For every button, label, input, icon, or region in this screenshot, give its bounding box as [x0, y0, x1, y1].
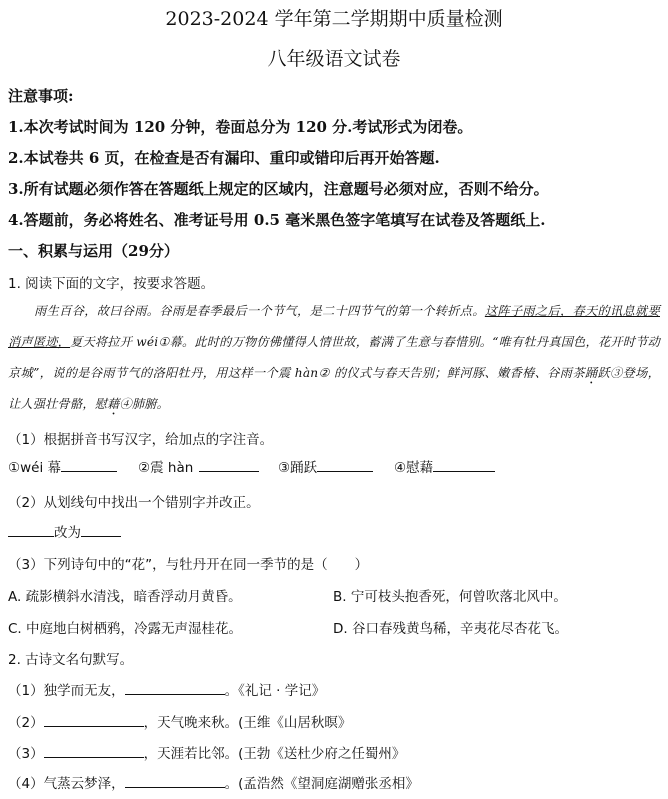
recite-blank-1[interactable]: [125, 680, 225, 695]
notice-item-2: 2.本试卷共 6 页，在检查是否有漏印、重印或错印后再开始答题.: [8, 149, 440, 167]
recite-line-3: （3） ，天涯若比邻。(王勃《送杜少府之任蜀州》: [8, 742, 405, 762]
wrong-char-blank[interactable]: [8, 522, 54, 537]
notice-item-3: 3.所有试题必须作答在答题纸上规定的区域内，注意题号必须对应，否则不给分。: [8, 180, 549, 198]
passage-part-4: ④肺腑。: [119, 397, 170, 411]
recite-line-1: （1）独学而无友， 。《礼记 · 学记》: [8, 679, 325, 699]
notice-item-1: 1.本次考试时间为 120 分钟，卷面总分为 120 分.考试形式为闭卷。: [8, 118, 473, 136]
recite-blank-2[interactable]: [44, 712, 144, 727]
recite-blank-4[interactable]: [125, 773, 225, 788]
option-c[interactable]: C. 中庭地白树栖鸦，冷露无声湿桂花。: [8, 621, 243, 637]
exam-title: 2023-2024 学年第二学期期中质量检测: [165, 8, 503, 30]
passage-part-3: 跃③登场，让人强壮骨骼，慰: [8, 366, 660, 411]
answer-blank-1[interactable]: [61, 457, 117, 472]
pinyin-item-4: ④慰藉: [394, 456, 495, 476]
recite-line-2: （2） ，天气晚来秋。(王维《山居秋暝》: [8, 711, 351, 731]
passage-part-1: 雨生百谷，故曰谷雨。谷雨是春季最后一个节气，是二十四节气的第一个转折点。: [34, 304, 485, 318]
sub-question-1-prompt: （1）根据拼音书写汉字，给加点的字注音。: [8, 432, 274, 448]
answer-blank-2[interactable]: [199, 457, 259, 472]
question-1-prompt: 1. 阅读下面的文字，按要求答题。: [8, 276, 215, 292]
option-a[interactable]: A. 疏影横斜水清浅，暗香浮动月黄昏。: [8, 589, 242, 605]
question-2-prompt: 2. 古诗文名句默写。: [8, 652, 134, 668]
pinyin-item-3: ③踊跃: [278, 456, 373, 476]
pinyin-item-1: ①wéi 幕: [8, 456, 117, 476]
correction-row: 改为: [8, 521, 121, 541]
section-1-heading: 一、积累与运用（29分）: [8, 242, 179, 260]
reading-passage: [8, 296, 660, 420]
recite-blank-3[interactable]: [44, 743, 144, 758]
notice-heading: 注意事项:: [8, 87, 74, 105]
option-b[interactable]: B. 宁可枝头抱香死，何曾吹落北风中。: [333, 589, 567, 605]
underlined-sentence: 这阵子雨之后，春天的讯息就要消声匿迹，: [8, 304, 660, 349]
sub-question-2-prompt: （2）从划线句中找出一个错别字并改正。: [8, 495, 260, 511]
dotted-char-jie: 藉: [107, 397, 120, 411]
exam-subtitle: 八年级语文试卷: [267, 48, 401, 70]
recite-line-4: （4）气蒸云梦泽， 。(孟浩然《望洞庭湖赠张丞相》: [8, 772, 419, 792]
notice-item-4: 4.答题前，务必将姓名、准考证号用 0.5 毫米黑色签字笔填写在试卷及答题纸上.: [8, 211, 546, 229]
option-d[interactable]: D. 谷口春残黄鸟稀，辛夷花尽杏花飞。: [333, 621, 568, 637]
passage-part-2: 夏天将拉开 wéi①幕。此时的万物仿佛懂得人情世故，蓄满了生意与春惜别。“唯有牡丹真国色，花开时节动京城”，说的是谷雨节气的洛阳牡丹，用这样一个震 hàn② 的仪式与春天告别；鲜河豚、嫩香椿、谷雨茶: [8, 335, 661, 380]
sub-question-3-prompt: （3）下列诗句中的“花”，与牡丹开在同一季节的是（ ）: [8, 557, 369, 573]
answer-blank-3[interactable]: [317, 457, 373, 472]
answer-blank-4[interactable]: [433, 457, 495, 472]
pinyin-item-2: ②震 hàn: [138, 456, 259, 476]
dotted-char-yong: 踊: [584, 366, 598, 380]
correct-char-blank[interactable]: [81, 522, 121, 537]
